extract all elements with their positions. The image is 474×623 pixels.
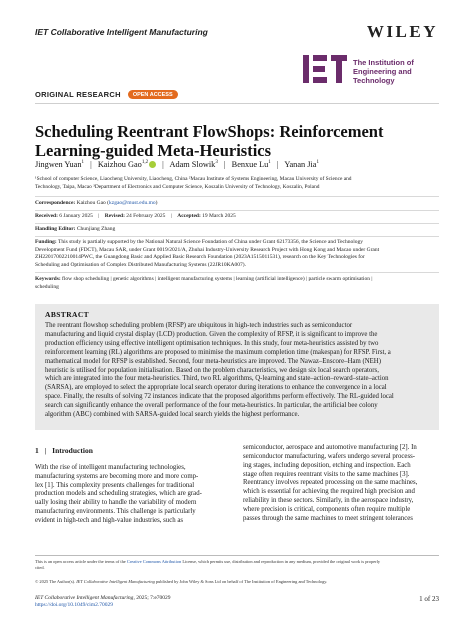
body-line: stage often requires reentrant visits to the same machines [3]. — [243, 470, 410, 478]
body-line: ually losing their ability to handle the variability of modern — [35, 499, 197, 507]
correspondence-close: ) — [155, 200, 158, 206]
author-name[interactable]: Yanan Jia — [284, 160, 317, 169]
keywords-line: scheduling — [35, 283, 59, 290]
funding-line: ZH22017002210014PWC, the Guangdong Basic and Applied Basic Research Foundation (2023A1515011531), research on the Key Technologies for — [35, 254, 365, 261]
body-line: semiconductor manufacturing, wafers undergo several process- — [243, 452, 415, 460]
body-line: ing stages, including deposition, etching and inspection. Each — [243, 461, 411, 469]
revised-date: 24 February 2025 — [126, 213, 166, 219]
accepted-date: 19 March 2025 — [202, 213, 236, 219]
author-name[interactable]: Adam Slowik — [169, 160, 216, 169]
abstract-line: The reentrant flowshop scheduling problem (RFSP) are ubiquitous in high-tech industries such as semiconductor — [45, 322, 353, 329]
funding-line: Scheduling and Optimisation of Complex Distributed Manufacturing Systems (22JR10KA007). — [35, 261, 246, 268]
correspondence-email-link[interactable]: kzgao@must.edu.mo — [109, 200, 156, 206]
publisher-logo[interactable]: WILEY — [366, 22, 438, 41]
open-access-badge[interactable]: OPEN ACCESS — [128, 90, 178, 99]
keywords-line: flow shop scheduling | genetic algorithms | intelligent manufacturing systems | learning (artificial intelligence) | particle swarm optimisation | — [62, 276, 373, 282]
body-line: evident in high-tech and high-value industries, such as — [35, 516, 183, 524]
received-label: Received: — [35, 213, 58, 219]
article-type: ORIGINAL RESEARCH — [35, 90, 121, 99]
abstract-line: search can significantly enhance the overall performance of the four meta-heuristics. In particular, the artificial bee colony — [45, 402, 378, 410]
abstract-line: production efficiency using effective intelligent optimisation techniques. In this study, four meta-heuristics assisted by two — [45, 339, 379, 347]
citation-volume: , 2025; 7:e70029 — [133, 595, 171, 601]
divider — [35, 196, 439, 197]
author-separator: | — [276, 160, 279, 169]
keywords — [35, 276, 445, 291]
author-separator: | — [90, 160, 92, 169]
abstract-heading: ABSTRACT — [45, 310, 90, 319]
body-line: semiconductor, aerospace and automotive manufacturing [2]. In — [243, 444, 417, 451]
funding-line: This study is partially supported by the National Natural Science Foundation of China under Grant 62173356, the Science and Technology — [58, 239, 364, 245]
copyright-text: © 2025 The Author(s). — [35, 579, 77, 584]
iet-logo-line: Engineering and Technology — [353, 67, 412, 85]
copyright-journal: IET Collaborative Intelligent Manufacturing — [76, 579, 155, 584]
section-number: 1 — [35, 446, 39, 455]
copyright-notice — [35, 579, 445, 585]
affiliation-line: ¹School of computer Science, Liaocheng University, Liaocheng, China ²Macau Institute of Systems Engineering, Macau University of Science and — [35, 176, 352, 182]
body-line: passes through the same machines to meet stringent tolerances — [243, 514, 413, 522]
intro-right-column — [243, 444, 437, 524]
dates — [35, 213, 445, 221]
title-line: Learning-guided Meta-Heuristics — [35, 141, 272, 160]
abstract-body — [45, 322, 429, 420]
abstract-line: reinforcement learning (RL) algorithms are proposed to minimise the maximum completion time (makespan) for RFSP. First, a — [45, 348, 391, 356]
iet-logo-line: The Institution of — [353, 58, 414, 67]
affiliations — [35, 176, 440, 191]
license-text: cited. — [35, 565, 45, 571]
section-heading-introduction — [35, 447, 229, 456]
doi-link[interactable]: https://doi.org/10.1049/cim2.70029 — [35, 602, 113, 608]
body-line: manufacturing environments. This challenge is particularly — [35, 508, 196, 516]
abstract-line: (SARSA), are employed to select the appropriate local search operator during iterations to enhance the convergence in a local — [45, 384, 387, 392]
author-name[interactable]: Benxue Lu — [231, 160, 269, 169]
divider — [35, 223, 439, 224]
section-title: Introduction — [52, 446, 93, 455]
abstract-line: which are integrated into the four meta-heuristics. Third, two RL algorithms, Q-learning and state–action–reward–state–action — [45, 375, 389, 383]
abstract-line: manufacturing and liquid crystal display (LCD) production. Given the complexity of RFSP, it is significant to improve the — [45, 330, 378, 338]
citation-journal-name: IET Collaborative Intelligent Manufacturing — [35, 595, 134, 601]
revised-label: Revised: — [104, 213, 125, 219]
abstract-line: algorithm (ABC) combined with SARSA-guided local search yields the highest performance. — [45, 411, 300, 419]
section-separator: | — [44, 446, 47, 455]
creative-commons-link[interactable]: Creative Commons Attribution — [126, 559, 182, 564]
author-separator: | — [162, 160, 164, 169]
author-affil-sup: 1 — [316, 160, 319, 166]
divider — [35, 236, 439, 237]
article-title — [35, 122, 445, 160]
journal-name: IET Collaborative Intelligent Manufacturing — [35, 27, 208, 37]
body-line: reliability in these sectors. Similarly, in the aerospace industry, — [243, 497, 414, 505]
iet-logo-text — [353, 58, 453, 85]
author-list — [35, 160, 455, 169]
body-line: manufacturing systems are becoming more and more comp- — [35, 472, 199, 480]
affiliation-line: Technology, Taipa, Macao ³Department of Electronics and Computer Science, Koszalin University of Technology, Koszalin, Poland — [35, 183, 320, 190]
author-affil-sup: 1 — [268, 160, 271, 166]
correspondence-name: Kaizhou Gao ( — [76, 200, 109, 206]
author-name[interactable]: Kaizhou Gao — [97, 160, 142, 169]
divider — [35, 210, 439, 211]
funding-label: Funding: — [35, 239, 57, 245]
page-number: 1 of 23 — [419, 595, 439, 603]
author-affil-sup: 1,2 — [141, 160, 149, 166]
funding — [35, 239, 445, 269]
orcid-icon[interactable] — [149, 161, 156, 168]
divider — [35, 272, 439, 273]
date-separator: | — [98, 213, 100, 219]
keywords-label: Keywords: — [35, 276, 61, 282]
article-type-bar — [35, 90, 178, 99]
license-text: This is an open access article under the terms of the — [35, 559, 127, 564]
author-affil-sup: 1 — [81, 160, 84, 166]
license-notice — [35, 559, 445, 571]
divider — [35, 103, 439, 104]
correspondence-label: Correspondence: — [35, 200, 76, 206]
abstract-line: space. Finally, the results of solving 72 instances indicate that the proposed algorithms perform effectively. The RL-guided local — [45, 393, 394, 401]
copyright-text: published by John Wiley & Sons Ltd on behalf of The Institution of Engineering and Technology. — [154, 579, 328, 584]
abstract-line: mathematical model for RFSP is established. Second, four meta-heuristics are improved. The Nawaz–Enscore–Ham (NEH) — [45, 357, 381, 365]
editor-name: Chunjiang Zhang — [76, 226, 116, 232]
iet-logo-mark-icon — [303, 55, 347, 83]
body-line: lex [1]. This complexity presents challenges for traditional — [35, 481, 195, 489]
footer-divider — [35, 555, 439, 556]
funding-line: Development Fund (FDCT), Macau SAR, under Grant 0019/2021/A, Zhuhai Industry-University Research Project with Hong Kong and Macao under Grant — [35, 246, 380, 253]
abstract-box — [35, 304, 439, 430]
intro-left-column — [35, 447, 229, 526]
body-line: With the rise of intelligent manufacturing technologies, — [35, 463, 186, 471]
accepted-label: Accepted: — [177, 213, 201, 219]
iet-logo[interactable] — [303, 55, 453, 83]
journal-citation — [35, 595, 171, 609]
author-separator: | — [223, 160, 226, 169]
abstract-line: heuristic is utilised for population initialisation. Based on the problem characteristics, we design six local search operators, — [45, 366, 379, 374]
received-date: 6 January 2025 — [59, 213, 93, 219]
author-affil-sup: 3 — [215, 160, 218, 166]
license-text: License, which permits use, distribution and reproduction in any medium, provided the original work is properly — [181, 559, 381, 564]
body-line: which is essential for achieving the required high precision and — [243, 488, 415, 496]
body-line: Reentrancy involves repeated processing on the same machines, — [243, 479, 418, 487]
author-name[interactable]: Jingwen Yuan — [35, 160, 82, 169]
handling-editor — [35, 226, 445, 234]
date-separator: | — [170, 213, 172, 219]
body-line: where precision is critical, components often require multiple — [243, 505, 411, 513]
editor-label: Handling Editor: — [35, 226, 76, 232]
title-line: Scheduling Reentrant FlowShops: Reinforcement — [35, 122, 384, 141]
correspondence — [35, 200, 445, 208]
body-line: production models and scheduling strategies, which are grad- — [35, 490, 202, 498]
